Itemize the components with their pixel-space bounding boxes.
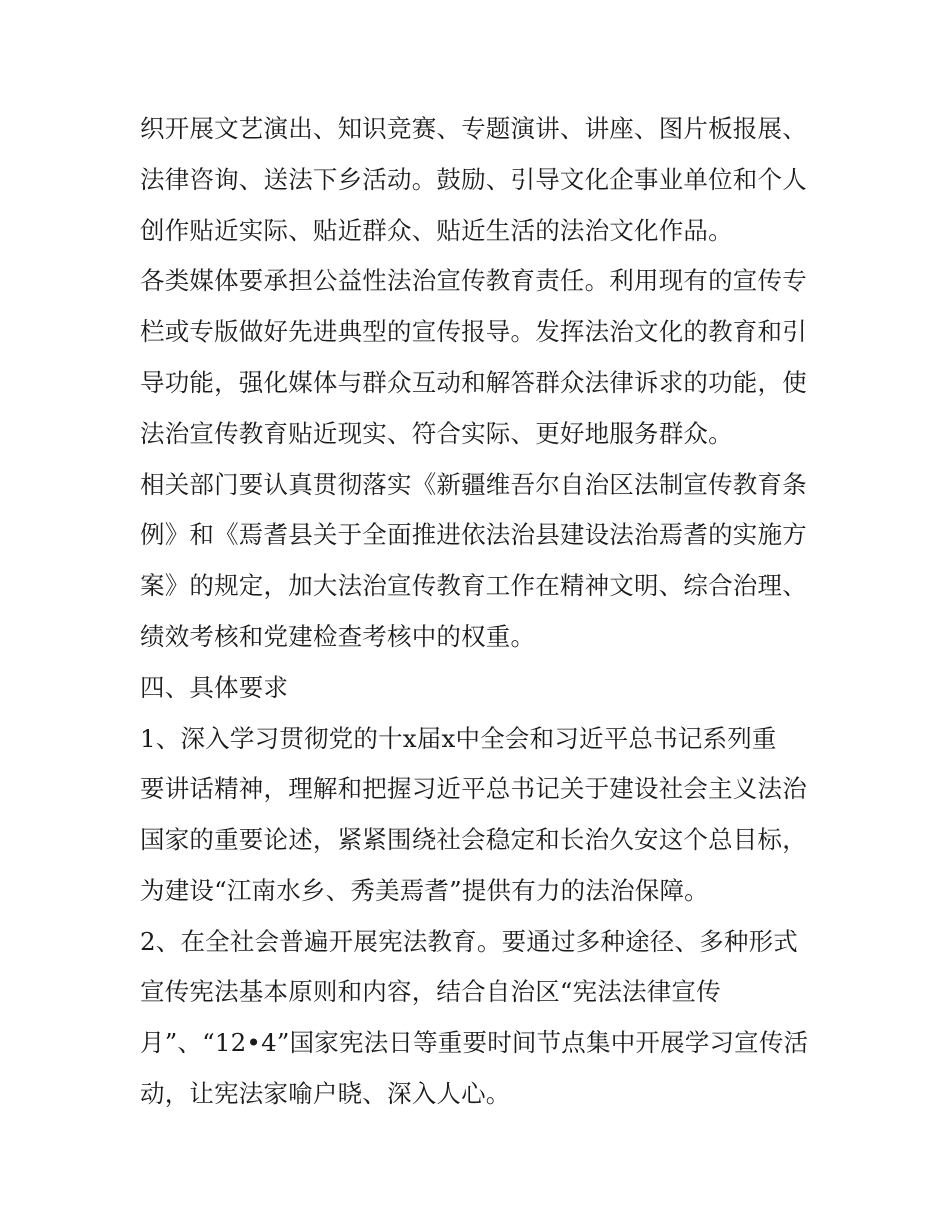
text-line: 绩效考核和党建检查考核中的权重。 (140, 622, 536, 651)
text-line: 动，让宪法家喻户晓、深入人心。 (140, 1079, 511, 1108)
text-line: 相关部门要认真贯彻落实《新疆维吾尔自治区法制宣传教育条 (140, 470, 807, 499)
text-line: 导功能，强化媒体与群众互动和解答群众法律诉求的功能，使 (140, 368, 807, 397)
text-line: 例》和《焉耆县关于全面推进依法治县建设法治焉耆的实施方 (140, 520, 807, 549)
text-line: 创作贴近实际、贴近群众、贴近生活的法治文化作品。 (140, 216, 733, 245)
text-line: 宣传宪法基本原则和内容，结合自治区“宪法法律宣传 (140, 977, 721, 1006)
text-line: 1、深入学习贯彻党的十x届x中全会和习近平总书记系列重 (140, 724, 777, 753)
text-line: 案》的规定，加大法治宣传教育工作在精神文明、综合治理、 (140, 571, 807, 600)
text-line: 国家的重要论述，紧紧围绕社会稳定和长治久安这个总目标， (140, 825, 807, 854)
text-line: 月”、“12•4”国家宪法日等重要时间节点集中开展学习宣传活 (140, 1028, 809, 1057)
text-line: 法治宣传教育贴近现实、符合实际、更好地服务群众。 (140, 419, 733, 448)
text-line: 2、在全社会普遍开展宪法教育。要通过多种途径、多种形式 (140, 927, 798, 956)
section-heading: 四、具体要求 (140, 673, 289, 702)
text-line: 法律咨询、送法下乡活动。鼓励、引导文化企事业单位和个人 (140, 165, 807, 194)
text-line: 织开展文艺演出、知识竞赛、专题演讲、讲座、图片板报展、 (140, 114, 807, 143)
text-line: 要讲话精神，理解和把握习近平总书记关于建设社会主义法治 (140, 774, 807, 803)
text-line: 各类媒体要承担公益性法治宣传教育责任。利用现有的宣传专 (140, 266, 807, 295)
text-line: 为建设“江南水乡、秀美焉耆”提供有力的法治保障。 (140, 876, 709, 905)
text-line: 栏或专版做好先进典型的宣传报导。发挥法治文化的教育和引 (140, 317, 807, 346)
